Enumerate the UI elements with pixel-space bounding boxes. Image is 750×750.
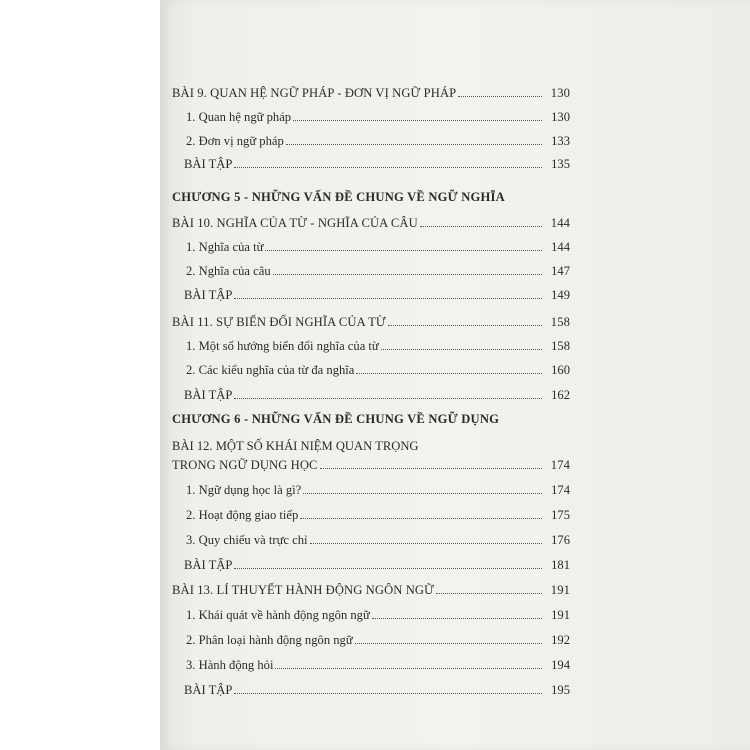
- toc-leader: [286, 144, 542, 145]
- toc-leader: [458, 96, 542, 97]
- toc-page: 176: [551, 533, 570, 547]
- toc-page: 133: [551, 134, 570, 148]
- toc-entry-12-1: [186, 482, 570, 498]
- toc-title: BÀI TẬP: [184, 683, 233, 697]
- toc-page: 174: [551, 483, 570, 497]
- toc-title: 1. Quan hệ ngữ pháp: [186, 110, 292, 124]
- toc-title: 2. Hoạt động giao tiếp: [186, 508, 299, 522]
- toc-entry-lesson-13: [172, 582, 570, 598]
- toc-title: BÀI 11. SỰ BIẾN ĐỔI NGHĨA CỦA TỪ: [172, 315, 386, 329]
- toc-page: 130: [551, 110, 570, 124]
- toc-leader: [356, 373, 542, 374]
- toc-title: 2. Đơn vị ngữ pháp: [186, 134, 284, 148]
- toc-leader: [300, 518, 542, 519]
- toc-page: 181: [551, 558, 570, 572]
- toc-leader: [234, 298, 542, 299]
- toc-page: 194: [551, 658, 570, 672]
- toc-leader: [420, 226, 542, 227]
- toc-entry-13-exercises: [184, 682, 570, 698]
- toc-leader: [372, 618, 542, 619]
- toc-entry-11-exercises: [184, 387, 570, 403]
- chapter-6-heading: CHƯƠNG 6 - NHỮNG VẤN ĐỀ CHUNG VỀ NGỮ DỤNG: [172, 412, 500, 426]
- toc-title: BÀI 13. LÍ THUYẾT HÀNH ĐỘNG NGÔN NGỮ: [172, 583, 434, 597]
- toc-entry-12-2: [186, 507, 570, 523]
- toc-leader: [310, 543, 542, 544]
- toc-page: 191: [551, 608, 570, 622]
- toc-entry-10-1: [186, 239, 570, 255]
- toc-leader: [320, 468, 542, 469]
- toc-entry-9-1: [186, 109, 570, 125]
- toc-page: 191: [550, 583, 570, 597]
- toc-entry-13-3: [186, 657, 570, 673]
- toc-leader: [234, 693, 542, 694]
- toc-page: 149: [551, 288, 570, 302]
- toc-title: BÀI TẬP: [184, 288, 233, 302]
- toc-leader: [388, 325, 542, 326]
- toc-entry-11-1: [186, 338, 570, 354]
- toc-leader: [234, 568, 542, 569]
- toc-entry-9-2: [186, 133, 570, 149]
- toc-title: 2. Phân loại hành động ngôn ngữ: [186, 633, 353, 647]
- toc-page: 195: [551, 683, 570, 697]
- toc-page: 130: [550, 86, 570, 100]
- toc-entry-10-2: [186, 263, 570, 279]
- toc-title: BÀI TẬP: [184, 558, 233, 572]
- toc-title: BÀI 10. NGHĨA CỦA TỪ - NGHĨA CỦA CÂU: [172, 216, 418, 230]
- toc-entry-9-exercises: [184, 156, 570, 172]
- toc-entry-13-2: [186, 632, 570, 648]
- toc-entry-12-exercises: [184, 557, 570, 573]
- toc-title: BÀI TẬP: [184, 157, 233, 171]
- toc-title: 3. Hành động hỏi: [186, 658, 274, 672]
- toc-entry-10-exercises: [184, 287, 570, 303]
- toc-leader: [234, 167, 542, 168]
- toc-entry-lesson-12-line1: BÀI 12. MỘT SỐ KHÁI NIỆM QUAN TRỌNG: [172, 439, 419, 453]
- toc-page: 144: [550, 216, 570, 230]
- toc-entry-lesson-11: [172, 314, 570, 330]
- toc-leader: [234, 398, 542, 399]
- toc-title: 1. Nghĩa của từ: [186, 240, 264, 254]
- toc-page: 192: [551, 633, 570, 647]
- toc-entry-13-1: [186, 607, 570, 623]
- toc-page: 158: [551, 339, 570, 353]
- toc-leader: [381, 349, 542, 350]
- toc-title: 1. Ngữ dụng học là gì?: [186, 483, 302, 497]
- toc-page: 175: [551, 508, 570, 522]
- toc-entry-12-3: [186, 532, 570, 548]
- toc-page: 162: [551, 388, 570, 402]
- toc-title: 3. Quy chiếu và trực chỉ: [186, 533, 308, 547]
- toc-entry-lesson-9: [172, 85, 570, 101]
- chapter-5-heading: CHƯƠNG 5 - NHỮNG VẤN ĐỀ CHUNG VỀ NGỮ NGHĨA: [172, 190, 505, 204]
- toc-page: 135: [551, 157, 570, 171]
- toc-leader: [355, 643, 542, 644]
- toc-entry-lesson-12: [172, 457, 570, 473]
- toc-leader: [273, 274, 542, 275]
- toc-page: 158: [550, 315, 570, 329]
- toc-title: 1. Một số hướng biến đổi nghĩa của từ: [186, 339, 379, 353]
- toc-page: 144: [551, 240, 570, 254]
- toc-title: BÀI TẬP: [184, 388, 233, 402]
- toc-entry-11-2: [186, 362, 570, 378]
- toc-leader: [293, 120, 542, 121]
- toc-title: 2. Các kiểu nghĩa của từ đa nghĩa: [186, 363, 355, 377]
- toc-page: 174: [550, 458, 570, 472]
- toc-title: 1. Khái quát về hành động ngôn ngữ: [186, 608, 370, 622]
- toc-page: 147: [551, 264, 570, 278]
- toc-page: 160: [551, 363, 570, 377]
- toc-leader: [265, 250, 542, 251]
- toc-title: TRONG NGỮ DỤNG HỌC: [172, 458, 318, 472]
- toc-leader: [303, 493, 542, 494]
- toc-title: 2. Nghĩa của câu: [186, 264, 271, 278]
- toc-title: BÀI 9. QUAN HỆ NGỮ PHÁP - ĐƠN VỊ NGỮ PHÁP: [172, 86, 457, 100]
- toc-leader: [436, 593, 542, 594]
- toc-leader: [275, 668, 542, 669]
- toc-entry-lesson-10: [172, 215, 570, 231]
